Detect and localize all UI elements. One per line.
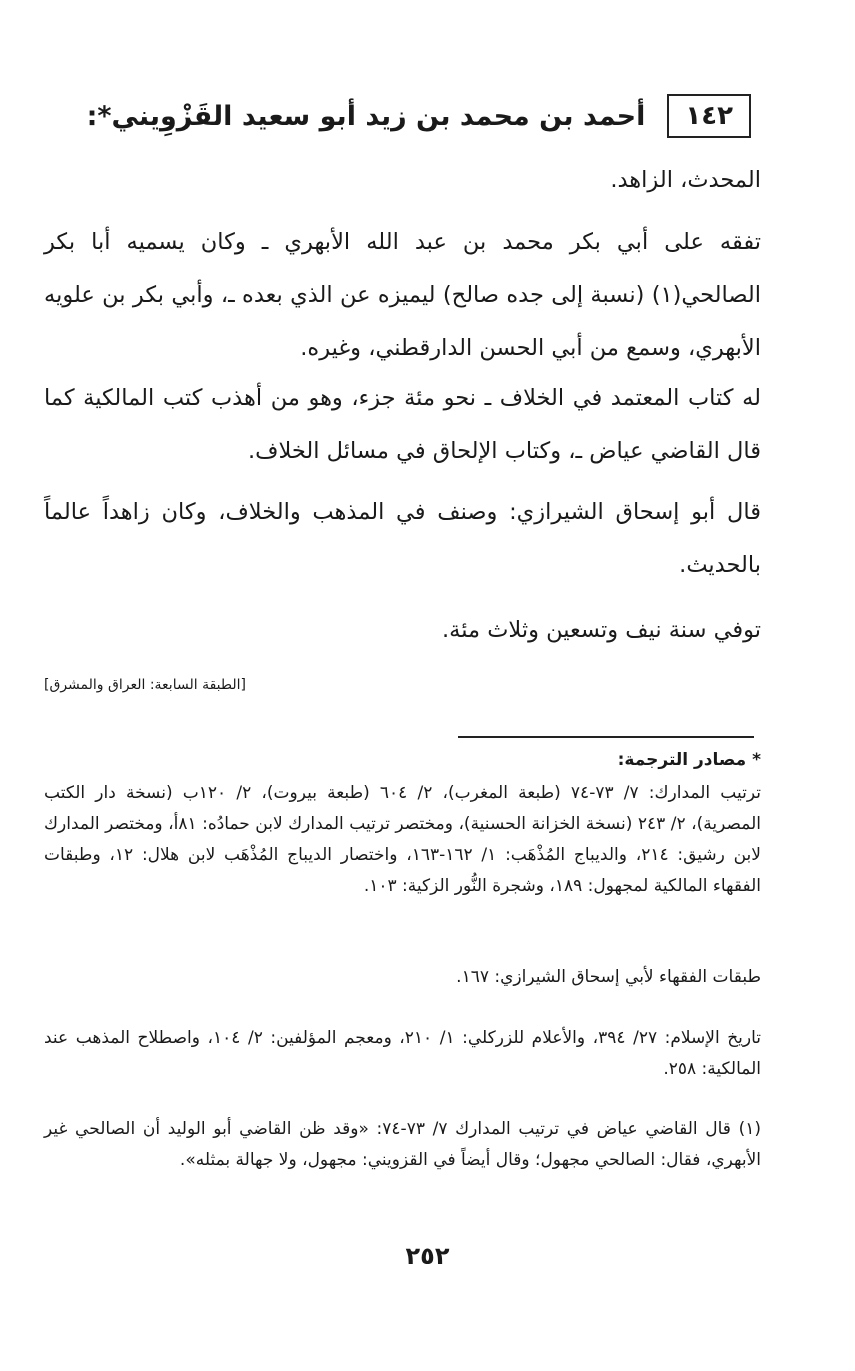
paragraph-works: له كتاب المعتمد في الخلاف ـ نحو مئة جزء، وهو من أهذب كتب المالكية كما قال القاضي عياض ـ، وكتاب الإلحاق في مسائل الخلاف. xyxy=(44,385,761,464)
entry-header xyxy=(86,86,751,146)
paragraph-descriptor: المحدث، الزاهد. xyxy=(610,167,761,193)
paragraph-teachers: تفقه على أبي بكر محمد بن عبد الله الأبهري ـ وكان يسميه أبا بكر الصالحي(١) (نسبة إلى جده صالح) ليميزه عن الذي بعده ـ، وأبي بكر بن علويه الأبهري، وسمع من أبي الحسن الدارقطني، وغيره. xyxy=(44,229,761,361)
footnote-divider xyxy=(458,736,754,738)
footnote-1: (١) قال القاضي عياض في ترتيب المدارك ٧/ ٧٣-٧٤: «وقد ظن القاضي أبو الوليد أن الصالحي غير الأبهري، فقال: الصالحي مجهول؛ وقال أيضاً في القزويني: مجهول، ولا جهالة بمثله». xyxy=(44,1119,761,1170)
tabaqa-label: [الطبقة السابعة: العراق والمشرق] xyxy=(44,677,246,693)
sources-list-2: طبقات الفقهاء لأبي إسحاق الشيرازي: ١٦٧. xyxy=(456,967,761,987)
paragraph-shirazi-quote: قال أبو إسحاق الشيرازي: وصنف في المذهب والخلاف، وكان زاهداً عالماً بالحديث. xyxy=(44,499,761,578)
sources-heading: * مصادر الترجمة: xyxy=(617,750,761,770)
entry-number: ١٤٢ xyxy=(667,94,751,138)
sources-list-3: تاريخ الإسلام: ٢٧/ ٣٩٤، والأعلام للزركلي: ١/ ٢١٠، ومعجم المؤلفين: ٢/ ١٠٤، واصطلاح المذهب عند المالكية: ٢٥٨. xyxy=(44,1028,762,1079)
paragraph-death: توفي سنة نيف وتسعين وثلاث مئة. xyxy=(442,617,761,643)
page-number: ٢٥٢ xyxy=(405,1242,450,1270)
entry-title: أحمد بن محمد بن زيد أبو سعيد القَزْوِيني*: xyxy=(86,100,646,132)
sources-list-1: ترتيب المدارك: ٧/ ٧٣-٧٤ (طبعة المغرب)، ٢/ ٦٠٤ (طبعة بيروت)، ٢/ ١٢٠ب (نسخة دار الكتب المصرية)، ٢/ ٢٤٣ (نسخة الخزانة الحسنية)، ومختصر ترتيب المدارك لابن حمادُه: ٨١أ، ومختصر المدارك لابن رشيق: ٢١٤، والديباج المُذْهَب: ١/ ١٦٢-١٦٣، واختصار الديباج المُذْهَب لابن هلال: ١٢، وطبقات الفقهاء المالكية لمجهول: ١٨٩، وشجرة النُّور الزكية: ١٠٣. xyxy=(44,783,761,896)
